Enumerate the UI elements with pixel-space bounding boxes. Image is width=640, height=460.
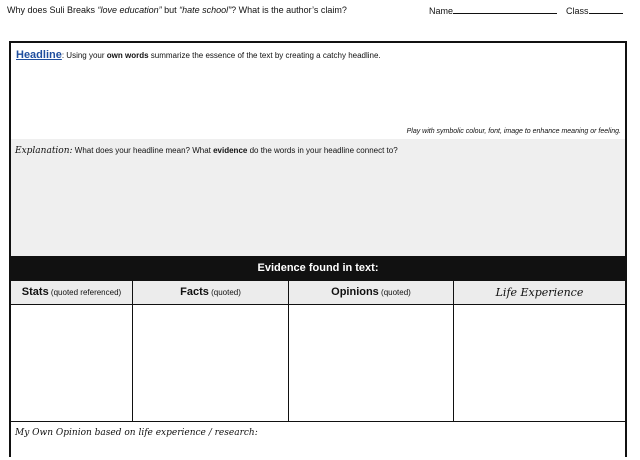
opinions-cell[interactable]	[289, 305, 454, 421]
headline-instructions	[16, 49, 381, 62]
explanation-section[interactable]	[11, 139, 625, 257]
own-opinion-section[interactable]	[11, 421, 625, 460]
column-note-opinions: (quoted)	[378, 288, 411, 297]
class-field[interactable]	[566, 4, 623, 17]
explanation-instructions	[15, 145, 398, 157]
life-experience-cell[interactable]	[454, 305, 625, 421]
explanation-instr-pre: What does your headline mean? What	[72, 146, 214, 155]
column-label-stats: Stats	[21, 286, 49, 298]
column-note-stats: (quoted referenced)	[48, 288, 122, 297]
quote-hate-school: “hate school”	[179, 5, 232, 15]
column-label-facts: Facts	[180, 286, 209, 298]
own-opinion-title: My Own Opinion based on life experience / research:	[15, 428, 258, 438]
header-question	[7, 4, 347, 16]
quote-love-education: “love education”	[97, 5, 162, 15]
facts-cell[interactable]	[133, 305, 289, 421]
stats-cell[interactable]	[11, 305, 133, 421]
headline-title: Headline	[16, 49, 62, 61]
name-blank-line[interactable]	[453, 4, 557, 14]
name-field[interactable]	[429, 4, 557, 17]
question-mid: but	[161, 5, 180, 15]
column-header-life-experience	[454, 281, 625, 305]
column-header-stats	[11, 281, 133, 305]
column-label-opinions: Opinions	[331, 286, 379, 298]
headline-instr-pre: : Using your	[61, 51, 107, 60]
class-blank-line[interactable]	[589, 4, 623, 14]
worksheet-header	[7, 4, 633, 18]
class-label: Class	[566, 6, 589, 16]
question-post: ? What is the author’s claim?	[231, 5, 347, 15]
headline-instr-bold: own words	[106, 51, 149, 60]
column-header-opinions	[289, 281, 454, 305]
explanation-title: Explanation:	[15, 146, 73, 156]
name-label: Name	[429, 6, 454, 16]
evidence-title: Evidence found in text:	[11, 256, 625, 281]
headline-tip: Play with symbolic colour, font, image to enhance meaning or feeling.	[406, 128, 621, 135]
headline-section[interactable]	[11, 43, 625, 140]
column-header-facts	[133, 281, 289, 305]
explanation-instr-bold: evidence	[213, 146, 248, 155]
worksheet-table	[9, 41, 627, 457]
headline-instr-post: summarize the essence of the text by creating a catchy headline.	[148, 51, 381, 60]
column-label-life-experience: Life Experience	[495, 286, 584, 299]
explanation-instr-post: do the words in your headline connect to?	[247, 146, 398, 155]
column-note-facts: (quoted)	[208, 288, 241, 297]
question-pre: Why does Suli Breaks	[7, 5, 98, 15]
